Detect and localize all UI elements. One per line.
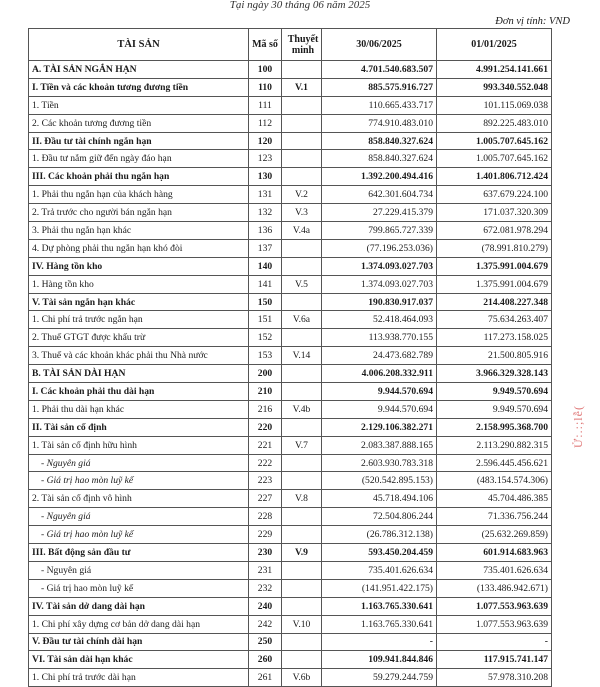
row-value-end: 735.401.626.634 xyxy=(322,561,437,579)
row-code: 240 xyxy=(249,597,282,615)
row-value-begin: 672.081.978.294 xyxy=(437,222,552,240)
row-value-begin: 1.005.707.645.162 xyxy=(437,150,552,168)
row-label: II. Tài sản cố định xyxy=(29,418,249,436)
table-row xyxy=(29,400,552,418)
table-row xyxy=(29,490,552,508)
row-label: 1. Chi phí trả trước ngắn hạn xyxy=(29,311,249,329)
row-code: 152 xyxy=(249,329,282,347)
row-code: 242 xyxy=(249,615,282,633)
table-header-row xyxy=(29,29,552,61)
row-code: 123 xyxy=(249,150,282,168)
row-code: 223 xyxy=(249,472,282,490)
row-value-begin: 9.949.570.694 xyxy=(437,383,552,401)
table-row xyxy=(29,544,552,562)
row-label: - Nguyên giá xyxy=(29,508,249,526)
table-row xyxy=(29,275,552,293)
row-code: 231 xyxy=(249,561,282,579)
row-code: 151 xyxy=(249,311,282,329)
row-value-end: 9.944.570.694 xyxy=(322,400,437,418)
row-label: 2. Trả trước cho người bán ngắn hạn xyxy=(29,204,249,222)
row-code: 140 xyxy=(249,257,282,275)
row-note xyxy=(282,365,322,383)
row-value-begin: (133.486.942.671) xyxy=(437,579,552,597)
table-row xyxy=(29,651,552,669)
row-value-begin: 117.273.158.025 xyxy=(437,329,552,347)
row-code: 111 xyxy=(249,96,282,114)
row-code: 110 xyxy=(249,78,282,96)
row-value-end: (26.786.312.138) xyxy=(322,526,437,544)
row-value-end: 2.603.930.783.318 xyxy=(322,454,437,472)
row-value-begin: 1.077.553.963.639 xyxy=(437,615,552,633)
table-row xyxy=(29,561,552,579)
column-header-code xyxy=(249,29,282,61)
table-row xyxy=(29,132,552,150)
row-label: II. Đầu tư tài chính ngắn hạn xyxy=(29,132,249,150)
row-value-begin: (25.632.269.859) xyxy=(437,526,552,544)
row-value-begin: 1.375.991.004.679 xyxy=(437,257,552,275)
table-row xyxy=(29,669,552,687)
table-row xyxy=(29,418,552,436)
row-note xyxy=(282,454,322,472)
row-code: 130 xyxy=(249,168,282,186)
row-value-end: - xyxy=(322,633,437,651)
row-note xyxy=(282,168,322,186)
table-row xyxy=(29,526,552,544)
table-row xyxy=(29,168,552,186)
row-note xyxy=(282,239,322,257)
row-value-begin: - xyxy=(437,633,552,651)
column-header-end-date: 30/06/2025 xyxy=(322,29,437,61)
row-value-end: 109.941.844.846 xyxy=(322,651,437,669)
row-code: 221 xyxy=(249,436,282,454)
row-value-end: 885.575.916.727 xyxy=(322,78,437,96)
row-value-begin: 993.340.552.048 xyxy=(437,78,552,96)
row-value-end: 113.938.770.155 xyxy=(322,329,437,347)
row-value-end: (77.196.253.036) xyxy=(322,239,437,257)
row-note xyxy=(282,150,322,168)
row-label: - Giá trị hao mòn luỹ kế xyxy=(29,579,249,597)
row-value-begin: 3.966.329.328.143 xyxy=(437,365,552,383)
row-label: 3. Phải thu ngắn hạn khác xyxy=(29,222,249,240)
row-note xyxy=(282,633,322,651)
row-code: 260 xyxy=(249,651,282,669)
row-code: 131 xyxy=(249,186,282,204)
row-label: 1. Phải thu dài hạn khác xyxy=(29,400,249,418)
column-header-note-text: Thuyết minh xyxy=(287,33,319,56)
row-code: 132 xyxy=(249,204,282,222)
table-row xyxy=(29,114,552,132)
row-label: 1. Hàng tồn kho xyxy=(29,275,249,293)
handwritten-stamp-mark: Ử:.:;lễ( xyxy=(571,405,585,448)
row-label: I. Tiền và các khoản tương đương tiền xyxy=(29,78,249,96)
row-value-begin: 2.113.290.882.315 xyxy=(437,436,552,454)
table-row xyxy=(29,579,552,597)
row-value-begin: (78.991.810.279) xyxy=(437,239,552,257)
table-row xyxy=(29,257,552,275)
row-note xyxy=(282,293,322,311)
row-value-end: 72.504.806.244 xyxy=(322,508,437,526)
row-code: 150 xyxy=(249,293,282,311)
row-value-end: 1.374.093.027.703 xyxy=(322,275,437,293)
row-code: 210 xyxy=(249,383,282,401)
row-value-end: 52.418.464.093 xyxy=(322,311,437,329)
row-note: V.1 xyxy=(282,78,322,96)
row-value-begin: 2.596.445.456.621 xyxy=(437,454,552,472)
row-note xyxy=(282,508,322,526)
row-value-begin: 171.037.320.309 xyxy=(437,204,552,222)
row-label: V. Tài sản ngắn hạn khác xyxy=(29,293,249,311)
row-value-end: 4.006.208.332.911 xyxy=(322,365,437,383)
row-value-end: 45.718.494.106 xyxy=(322,490,437,508)
row-value-begin: 637.679.224.100 xyxy=(437,186,552,204)
row-label: 1. Tài sản cố định hữu hình xyxy=(29,436,249,454)
row-note: V.9 xyxy=(282,544,322,562)
row-label: 1. Đầu tư nắm giữ đến ngày đáo hạn xyxy=(29,150,249,168)
currency-unit: Đơn vị tính: VND xyxy=(495,16,570,27)
row-label: 1. Chi phí trả trước dài hạn xyxy=(29,669,249,687)
row-label: 2. Thuế GTGT được khấu trừ xyxy=(29,329,249,347)
row-note xyxy=(282,329,322,347)
table-row xyxy=(29,239,552,257)
row-label: V. Đầu tư tài chính dài hạn xyxy=(29,633,249,651)
row-note: V.14 xyxy=(282,347,322,365)
row-note: V.4b xyxy=(282,400,322,418)
row-code: 100 xyxy=(249,61,282,79)
row-code: 222 xyxy=(249,454,282,472)
row-code: 112 xyxy=(249,114,282,132)
row-note: V.5 xyxy=(282,275,322,293)
row-label: III. Các khoản phải thu ngắn hạn xyxy=(29,168,249,186)
row-code: 153 xyxy=(249,347,282,365)
row-label: A. TÀI SẢN NGẮN HẠN xyxy=(29,61,249,79)
row-value-begin: 117.915.741.147 xyxy=(437,651,552,669)
row-note xyxy=(282,579,322,597)
row-label: B. TÀI SẢN DÀI HẠN xyxy=(29,365,249,383)
table-row xyxy=(29,347,552,365)
row-value-end: 1.392.200.494.416 xyxy=(322,168,437,186)
row-note: V.2 xyxy=(282,186,322,204)
table-row xyxy=(29,383,552,401)
row-value-end: 27.229.415.379 xyxy=(322,204,437,222)
row-value-end: 2.129.106.382.271 xyxy=(322,418,437,436)
row-code: 216 xyxy=(249,400,282,418)
row-value-end: 799.865.727.339 xyxy=(322,222,437,240)
row-code: 232 xyxy=(249,579,282,597)
row-note: V.3 xyxy=(282,204,322,222)
row-value-end: 1.163.765.330.641 xyxy=(322,615,437,633)
row-value-end: 642.301.604.734 xyxy=(322,186,437,204)
row-value-end: 4.701.540.683.507 xyxy=(322,61,437,79)
row-value-begin: (483.154.574.306) xyxy=(437,472,552,490)
row-label: 1. Phải thu ngắn hạn của khách hàng xyxy=(29,186,249,204)
column-header-assets: TÀI SẢN xyxy=(29,29,249,61)
row-label: 1. Tiền xyxy=(29,96,249,114)
row-note xyxy=(282,96,322,114)
table-row xyxy=(29,293,552,311)
table-row xyxy=(29,96,552,114)
row-code: 228 xyxy=(249,508,282,526)
row-note xyxy=(282,383,322,401)
row-value-end: 24.473.682.789 xyxy=(322,347,437,365)
row-label: - Giá trị hao mòn luỹ kế xyxy=(29,472,249,490)
row-value-begin: 2.158.995.368.700 xyxy=(437,418,552,436)
row-label: I. Các khoản phải thu dài hạn xyxy=(29,383,249,401)
row-value-begin: 214.408.227.348 xyxy=(437,293,552,311)
row-value-begin: 1.401.806.712.424 xyxy=(437,168,552,186)
row-note xyxy=(282,61,322,79)
row-note xyxy=(282,561,322,579)
table-row xyxy=(29,186,552,204)
row-value-end: 110.665.433.717 xyxy=(322,96,437,114)
row-note: V.10 xyxy=(282,615,322,633)
row-value-begin: 1.077.553.963.639 xyxy=(437,597,552,615)
row-value-end: 774.910.483.010 xyxy=(322,114,437,132)
row-label: 1. Chi phí xây dựng cơ bản dở dang dài hạn xyxy=(29,615,249,633)
column-header-code-text: Mã số xyxy=(252,39,278,50)
row-note: V.6b xyxy=(282,669,322,687)
row-note: V.8 xyxy=(282,490,322,508)
row-code: 220 xyxy=(249,418,282,436)
table-row xyxy=(29,615,552,633)
table-row xyxy=(29,311,552,329)
row-note xyxy=(282,132,322,150)
row-value-end: 2.083.387.888.165 xyxy=(322,436,437,454)
row-note: V.6a xyxy=(282,311,322,329)
row-note xyxy=(282,651,322,669)
row-code: 250 xyxy=(249,633,282,651)
row-value-end: 858.840.327.624 xyxy=(322,132,437,150)
row-note xyxy=(282,114,322,132)
table-row xyxy=(29,436,552,454)
row-note xyxy=(282,472,322,490)
row-code: 120 xyxy=(249,132,282,150)
table-row xyxy=(29,365,552,383)
row-value-end: 593.450.204.459 xyxy=(322,544,437,562)
row-code: 227 xyxy=(249,490,282,508)
row-value-end: (520.542.895.153) xyxy=(322,472,437,490)
row-value-end: (141.951.422.175) xyxy=(322,579,437,597)
table-row xyxy=(29,472,552,490)
row-value-end: 9.944.570.694 xyxy=(322,383,437,401)
row-value-begin: 45.704.486.385 xyxy=(437,490,552,508)
row-label: IV. Hàng tồn kho xyxy=(29,257,249,275)
table-row xyxy=(29,329,552,347)
row-code: 136 xyxy=(249,222,282,240)
row-value-begin: 4.991.254.141.661 xyxy=(437,61,552,79)
row-value-end: 1.163.765.330.641 xyxy=(322,597,437,615)
table-row xyxy=(29,222,552,240)
row-value-begin: 75.634.263.407 xyxy=(437,311,552,329)
balance-sheet-table xyxy=(28,28,552,687)
table-row xyxy=(29,61,552,79)
row-code: 229 xyxy=(249,526,282,544)
row-label: III. Bất động sản đầu tư xyxy=(29,544,249,562)
row-label: - Giá trị hao mòn luỹ kế xyxy=(29,526,249,544)
row-value-end: 858.840.327.624 xyxy=(322,150,437,168)
row-value-end: 59.279.244.759 xyxy=(322,669,437,687)
row-note: V.4a xyxy=(282,222,322,240)
table-row xyxy=(29,508,552,526)
row-value-begin: 21.500.805.916 xyxy=(437,347,552,365)
row-note xyxy=(282,526,322,544)
column-header-note xyxy=(282,29,322,61)
row-code: 137 xyxy=(249,239,282,257)
report-date-line: Tại ngày 30 tháng 06 năm 2025 xyxy=(229,0,371,11)
row-value-begin: 9.949.570.694 xyxy=(437,400,552,418)
row-value-end: 190.830.917.037 xyxy=(322,293,437,311)
row-value-begin: 1.005.707.645.162 xyxy=(437,132,552,150)
row-label: 2. Tài sản cố định vô hình xyxy=(29,490,249,508)
column-header-begin-date: 01/01/2025 xyxy=(437,29,552,61)
row-note xyxy=(282,257,322,275)
row-value-begin: 71.336.756.244 xyxy=(437,508,552,526)
row-label: - Nguyên giá xyxy=(29,561,249,579)
row-code: 200 xyxy=(249,365,282,383)
row-label: 4. Dự phòng phải thu ngắn hạn khó đòi xyxy=(29,239,249,257)
table-row xyxy=(29,204,552,222)
row-label: - Nguyên giá xyxy=(29,454,249,472)
row-note xyxy=(282,418,322,436)
row-label: VI. Tài sản dài hạn khác xyxy=(29,651,249,669)
table-row xyxy=(29,150,552,168)
row-label: 3. Thuế và các khoản khác phải thu Nhà nước xyxy=(29,347,249,365)
row-label: 2. Các khoản tương đương tiền xyxy=(29,114,249,132)
row-code: 261 xyxy=(249,669,282,687)
table-row xyxy=(29,633,552,651)
row-code: 230 xyxy=(249,544,282,562)
table-row xyxy=(29,78,552,96)
row-value-end: 1.374.093.027.703 xyxy=(322,257,437,275)
row-value-begin: 735.401.626.634 xyxy=(437,561,552,579)
table-row xyxy=(29,454,552,472)
row-value-begin: 601.914.683.963 xyxy=(437,544,552,562)
row-note: V.7 xyxy=(282,436,322,454)
row-value-begin: 1.375.991.004.679 xyxy=(437,275,552,293)
row-value-begin: 892.225.483.010 xyxy=(437,114,552,132)
row-value-begin: 101.115.069.038 xyxy=(437,96,552,114)
row-code: 141 xyxy=(249,275,282,293)
row-label: IV. Tài sản dở dang dài hạn xyxy=(29,597,249,615)
row-value-begin: 57.978.310.208 xyxy=(437,669,552,687)
